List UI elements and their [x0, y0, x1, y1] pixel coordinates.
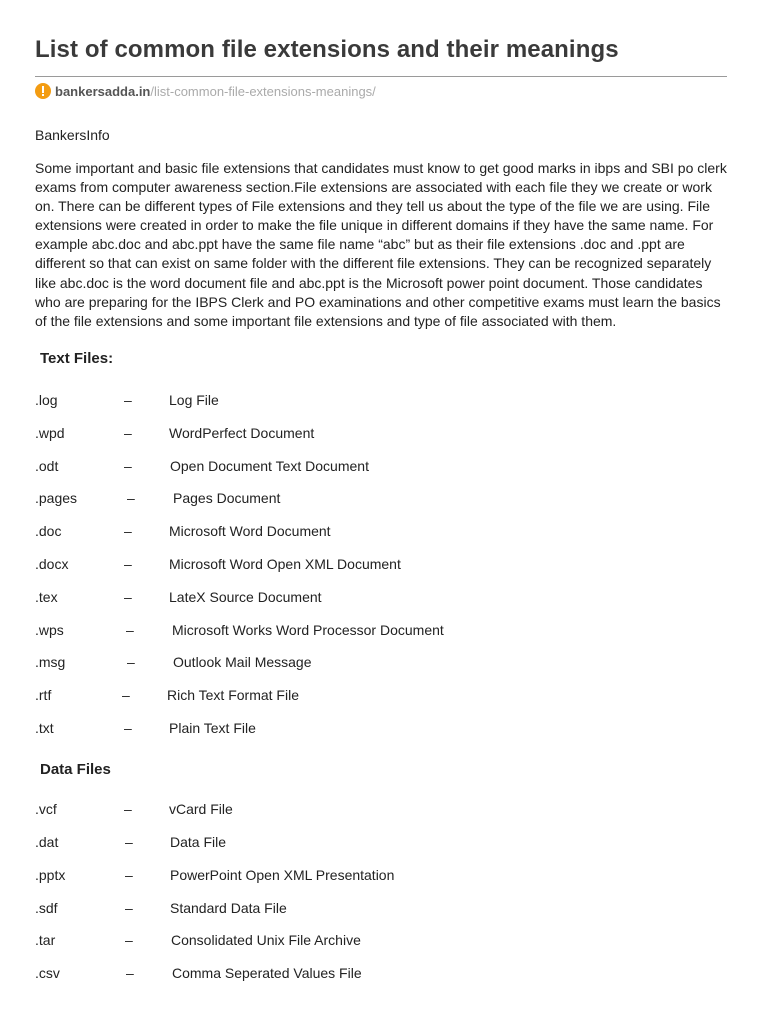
intro-paragraph: Some important and basic file extensions that candidates must know to get good marks in ibps and SBI po clerk exams from computer awareness section.File extensions are associated with each file they we create or work on. There can be different types of File extensions and they tell us about the type of the file we are using. File extensions were created in order to make the file unique in different domains if they have the same name. For example abc.doc and abc.ppt have the same file name “abc” but as their file extensions .doc and .ppt are different so that can exist on same folder with the different file extensions. They can be recognized separately like abc.doc is the word document file and abc.ppt is the Microsoft power point document. Those candidates who are preparing for the IBPS Clerk and PO examinations and other competitive exams must learn the basics of the file extensions and some important file extensions and type of file associated with them. — [35, 160, 727, 329]
separator: – — [124, 458, 132, 474]
extension: .txt — [35, 720, 54, 736]
list-item — [0, 965, 768, 985]
description: Plain Text File — [169, 720, 256, 736]
description: Standard Data File — [170, 900, 287, 916]
description: Log File — [169, 392, 219, 408]
list-item — [0, 900, 768, 920]
site-name: BankersInfo — [35, 127, 110, 143]
extension: .msg — [35, 654, 66, 670]
list-item — [0, 425, 768, 445]
section-heading-data-files: Data Files — [40, 761, 111, 778]
separator: – — [126, 622, 134, 638]
separator: – — [125, 932, 133, 948]
extension: .pptx — [35, 867, 66, 883]
description: WordPerfect Document — [169, 425, 315, 441]
source-domain[interactable]: bankersadda.in — [55, 83, 151, 99]
description: Consolidated Unix File Archive — [171, 932, 361, 948]
page-title: List of common file extensions and their meanings — [35, 36, 619, 63]
list-item — [0, 834, 768, 854]
extension: .wpd — [35, 425, 65, 441]
source-line — [35, 83, 376, 99]
description: LateX Source Document — [169, 589, 322, 605]
extension: .doc — [35, 523, 62, 539]
separator: – — [125, 867, 133, 883]
section-heading-text-files: Text Files: — [40, 350, 114, 367]
description: PowerPoint Open XML Presentation — [170, 867, 395, 883]
description: vCard File — [169, 801, 233, 817]
list-item — [0, 589, 768, 609]
separator: – — [124, 801, 132, 817]
separator: – — [125, 900, 133, 916]
source-path[interactable]: /list-common-file-extensions-meanings/ — [150, 83, 376, 99]
extension: .dat — [35, 834, 59, 850]
extension: .tar — [35, 932, 56, 948]
info-icon — [35, 83, 51, 99]
description: Open Document Text Document — [170, 458, 369, 474]
description: Data File — [170, 834, 227, 850]
description: Outlook Mail Message — [173, 654, 312, 670]
list-item — [0, 687, 768, 707]
description: Microsoft Word Document — [169, 523, 331, 539]
separator: – — [124, 720, 132, 736]
description: Microsoft Works Word Processor Document — [172, 622, 444, 638]
separator: – — [124, 589, 132, 605]
description: Rich Text Format File — [167, 687, 299, 703]
list-item — [0, 490, 768, 510]
separator: – — [124, 392, 132, 408]
list-item — [0, 622, 768, 642]
list-item — [0, 867, 768, 887]
list-item — [0, 392, 768, 412]
description: Pages Document — [173, 490, 281, 506]
description: Comma Seperated Values File — [172, 965, 362, 981]
separator: – — [127, 654, 135, 670]
extension: .vcf — [35, 801, 57, 817]
extension: .docx — [35, 556, 69, 572]
list-item — [0, 556, 768, 576]
list-item — [0, 801, 768, 821]
list-item — [0, 523, 768, 543]
separator: – — [124, 425, 132, 441]
separator: – — [125, 834, 133, 850]
separator: – — [122, 687, 130, 703]
extension: .rtf — [35, 687, 52, 703]
extension: .odt — [35, 458, 59, 474]
extension: .sdf — [35, 900, 58, 916]
separator: – — [126, 965, 134, 981]
extension: .tex — [35, 589, 58, 605]
title-divider — [35, 76, 727, 77]
list-item — [0, 654, 768, 674]
list-item — [0, 720, 768, 740]
extension: .log — [35, 392, 58, 408]
description: Microsoft Word Open XML Document — [169, 556, 401, 572]
extension: .csv — [35, 965, 60, 981]
separator: – — [127, 490, 135, 506]
extension: .pages — [35, 490, 78, 506]
separator: – — [124, 523, 132, 539]
separator: – — [124, 556, 132, 572]
list-item — [0, 932, 768, 952]
extension: .wps — [35, 622, 64, 638]
list-item — [0, 458, 768, 478]
